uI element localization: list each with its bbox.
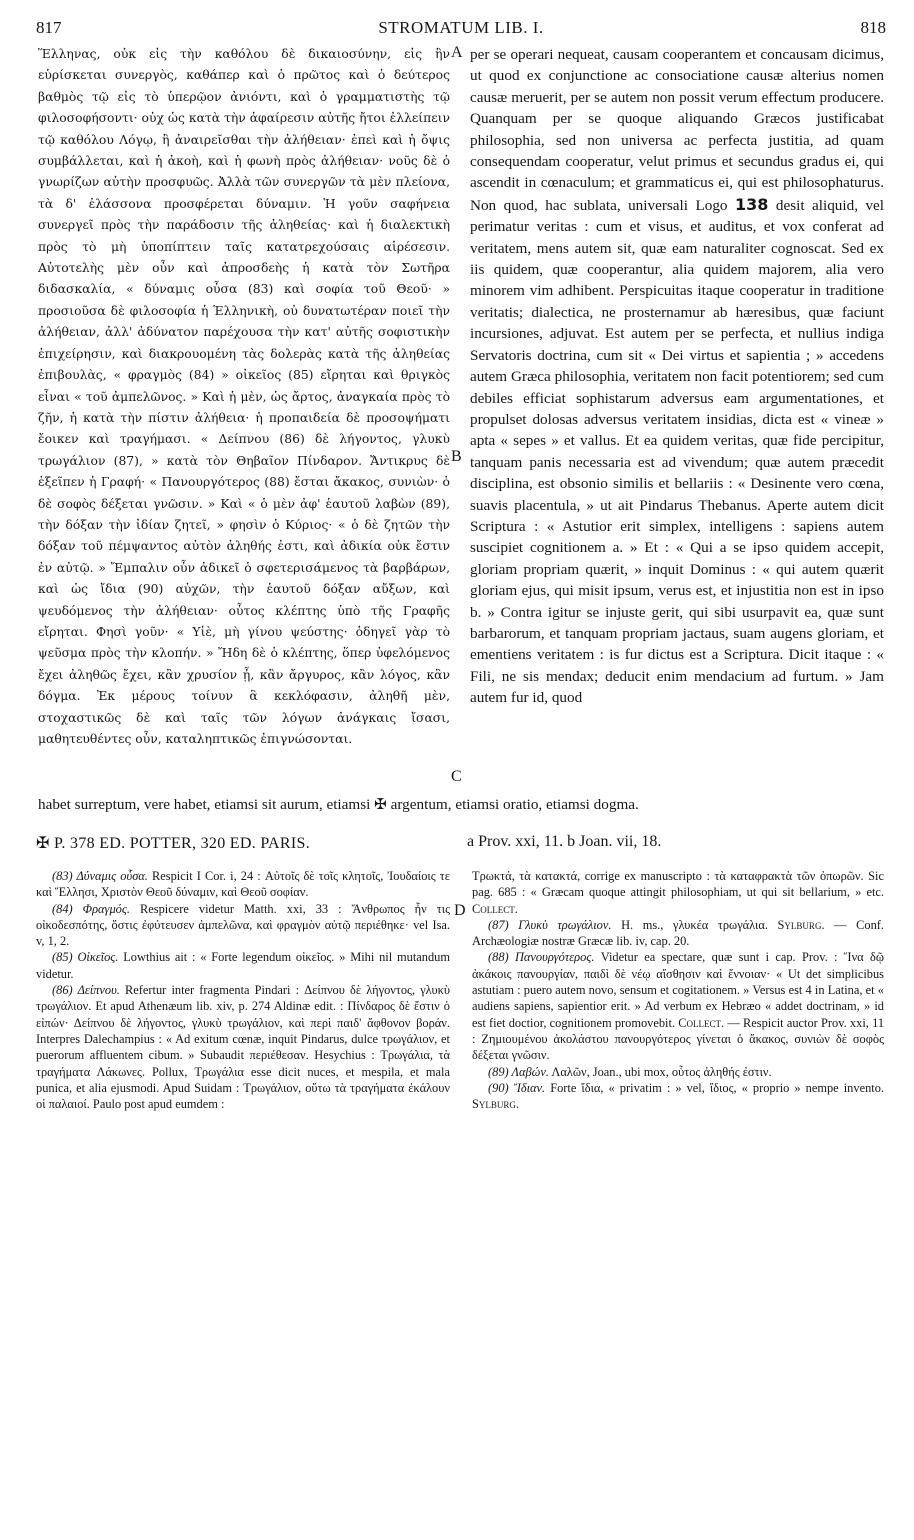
note-text: Refertur inter fragmenta Pindari : Δείπνου δὲ λήγοντος, γλυκὺ τρωγάλιον. Et apud Athenæum lib. xiv, p. 274 Aldinæ edit. : Πίνδαρος δὲ ἔστιν ὁ εἰπών· Δείπνου δὲ λήγοντος, γλυκὺ τρωγάλιον, καὶ περὶ παιδ' ἄφθονον βοράν. Interpres Dalechampius : « Ad exitum cœnæ, inquit Pindarus, dulce τρωγάλιον, et puerorum affluentem cibum. » Subaudit περιέθεσαν. Hesychius : Τρωγάλια, τὰ τραγήματα Λάκωνες. Pollux, Τρωγάλια esse dicit nuces, et mespila, et mala punica, et alia ejusmodi. Apud Suidam : Τρωγάλιον, οὕτω τὰ τραγήματα ἐκάλουν οἱ παλαιοί. Paulo post apud eumdem : — [36, 983, 450, 1112]
footnote — [36, 982, 450, 1112]
footnote — [36, 949, 450, 982]
margin-mark-d: D — [454, 902, 466, 919]
note-lemma: (84) Φραγμός. — [52, 901, 130, 916]
note-text: Lowthius ait : « Forte legendum οἰκεῖος. » Mihi nil mutandum videtur. — [36, 950, 450, 981]
latin-text-part-1: per se operari nequeat, causam cooperantem et concausam dicimus, ut quod ex conjunctione ac consociatione causæ alterius nomen causæ meruerit, per se autem non possit verum effectum producere. Quanquam per se quoque aliquando Græcos justificabat philosophia, sed non universa ac perfecta justitia, ad quam consequendam cooperatur, velut primus et secundus gradus ei, qui ascendit in cœnaculum; et grammaticus ei, qui est philosophaturus. Non quod, hac sublata, universali Logo — [470, 46, 884, 214]
page-header — [36, 18, 886, 44]
note-source: Collect. — [472, 901, 518, 916]
footnote — [36, 868, 450, 901]
note-source: Sylburg. — [767, 917, 825, 932]
note-lemma: (86) Δείπνου. — [52, 983, 120, 998]
note-lemma: (88) Πανουργότερος. — [488, 950, 595, 965]
note-source: Sylburg. — [472, 1097, 519, 1112]
latin-column — [470, 44, 884, 709]
footnotes-right — [472, 868, 884, 1112]
margin-mark-c: C — [451, 768, 462, 785]
page-note-number: 138 — [734, 194, 769, 214]
note-lemma: (83) Δύναμις οὖσα. — [52, 869, 148, 883]
note-text: Forte ἴδια, « privatim : » vel, ἴδιος, « proprio » nempe invento. — [545, 1080, 884, 1095]
footnote-continuation — [472, 868, 884, 917]
note-source: Collect. — [675, 1015, 725, 1030]
note-text: Λαλῶν, Joan., ubi mox, οὗτος ἀληθής ἐστιν. — [548, 1064, 772, 1079]
note-text: H. ms., γλυκέα τρωγάλια. — [611, 917, 768, 932]
note-text-continued: — Respicit auctor Prov. xxi, 11 : Ζημιουμένου ἀκολάστου πανουργότερος γίνεται ὁ ἄκακος, συνιὼν δὲ σοφὸς δέξεται γνῶσιν. — [472, 1015, 885, 1063]
margin-mark-b: B — [451, 448, 462, 465]
greek-column: Ἕλληνας, οὐκ εἰς τὴν καθόλου δὲ δικαιοσύνην, εἰς ἣν εὑρίσκεται συνεργὸς, καθάπερ καὶ ὁ πρῶτος καὶ ὁ δεύτερος βαθμὸς τῷ εἰς τὸ ὑπερῷον ἀνιόντι, καὶ ὁ γραμματιστὴς τῷ φιλοσοφήσοντι· οὐχ ὡς κατὰ τὴν ἀφαίρεσιν αὐτῆς ἤτοι ἐλλείπειν τῷ καθόλου Λόγῳ, ἢ ἀναιρεῖσθαι τὴν ἀλήθειαν· ἐπεὶ καὶ ἡ ὄψις συμβάλλεται, καὶ ἡ ἀκοὴ, καὶ ἡ φωνὴ πρὸς ἀλήθειαν· νοῦς δὲ ὁ γνωρίζων αὐτὴν προσφυῶς. Ἀλλὰ τῶν συνεργῶν τὰ μὲν πλείονα, τὰ δ' ἐλάσσονα προσφέρεται δύναμιν. Ἡ γοῦν σαφήνεια συνεργεῖ πρὸς τὴν παράδοσιν τῆς ἀληθείας· καὶ ἡ διαλεκτικὴ πρὸς τὸ μὴ ὑποπίπτειν ταῖς κατατρεχούσαις αἱρέσεσιν. Αὐτοτελὴς μὲν οὖν καὶ ἀπροσδεὴς ἡ κατὰ τὸν Σωτῆρα διδασκαλία, « δύναμις οὖσα (83) καὶ σοφία τοῦ Θεοῦ· » προσιοῦσα δὲ φιλοσοφία ἡ Ἑλληνικὴ, οὐ δυνατωτέραν ποιεῖ τὴν ἀλήθειαν, ἀλλ' ἀδύνατον παρέχουσα τὴν κατ' αὐτῆς σοφιστικὴν ἐπιχείρησιν, καὶ διακρουομένη τὰς δολερὰς κατὰ τῆς ἀληθείας ἐπιβουλὰς, « φραγμὸς (84) » οἰκεῖος (85) εἴρηται καὶ θριγκὸς εἶναι « τοῦ ἀμπελῶνος. » Καὶ ἡ μὲν, ὡς ἄρτος, ἀναγκαία πρὸς τὸ ζῆν, ἡ κατὰ τὴν πίστιν ἀλήθεια· ἡ προπαιδεία δὲ προσοψήματι ἔοικεν καὶ τραγήμασι. « Δείπνου (86) δὲ λήγοντος, γλυκὺ τρωγάλιον (87), » κατὰ τὸν Θηβαῖον Πίνδαρον. Ἄντικρυς δὲ ἐξεῖπεν ἡ Γραφή· « Πανουργότερος (88) ἔσται ἄκακος, συνιὼν· ὁ δὲ σοφὸς δέξεται γνῶσιν. » Καὶ « ὁ μὲν ἀφ' ἑαυτοῦ λαβὼν (89), τὴν δόξαν τὴν ἰδίαν ζητεῖ, » φησὶν ὁ Κύριος· « ὁ δὲ ζητῶν τὴν δόξαν τοῦ πέμψαντος αὐτὸν ἀληθής ἐστι, καὶ ἀδικία οὐκ ἔστιν ἐν αὐτῷ. » Ἔμπαλιν οὖν ἀδικεῖ ὁ σφετερισάμενος τὰ βαρβάρων, καὶ ὡς ἴδια (90) αὐχῶν, τὴν ἑαυτοῦ δόξαν αὔξων, καὶ ψευδόμενος τὴν ἀλήθειαν· οὗτος κλέπτης ὑπὸ τῆς Γραφῆς εἴρηται. Φησὶ γοῦν· « Υἱὲ, μὴ γίνου ψεύστης· ὁδηγεῖ γὰρ τὸ ψεῦσμα πρὸς τὴν κλοπήν. » Ἤδη δὲ ὁ κλέπτης, ὅπερ ὑφελόμενος ἔχει ἀληθῶς ἔχει, κἂν χρυσίον ᾖ, κἂν ἄργυρος, κἂν λόγος, κἂν δόγμα. Ἐκ μέρους τοίνυν ἃ κεκλόφασιν, ἀληθῆ μὲν, στοχαστικῶς δὲ καὶ ταῖς τῶν λόγων ἀνάγκαις ἴσασι, μαθητευθέντες οὖν, καταληπτικῶς ἐπιγνώσονται. — [38, 47, 450, 746]
note-lemma: (90) Ἴδιαν. — [488, 1080, 546, 1095]
footnote — [472, 917, 884, 950]
footnote — [36, 901, 450, 950]
note-lemma: (85) Οἰκεῖος. — [52, 950, 119, 965]
bible-references: a Prov. xxi, 11. b Joan. vii, 18. — [467, 833, 662, 850]
note-text: Respicere videtur Matth. xxi, 33 : Ἄνθρωπος ἦν τις οἰκοδεσπότης, ὅστις ἐφύτευσεν ἀμπελῶνα, καὶ φραγμὸν αὐτῷ περιέθηκε· vel Isa. v, 1, 2. — [36, 901, 450, 949]
note-lemma: (89) Λαβών. — [488, 1064, 549, 1079]
note-text-continued: — Conf. Archæologiæ nostræ Græcæ lib. iv, cap. 20. — [472, 917, 885, 949]
footnote — [472, 949, 884, 1063]
footnotes-left — [36, 868, 450, 1112]
latin-continuation-line: habet surreptum, vere habet, etiamsi sit aurum, etiamsi ✠ argentum, etiamsi oratio, etiamsi dogma. — [38, 796, 639, 813]
margin-mark-a: A — [451, 44, 463, 61]
footnote — [472, 1080, 884, 1113]
latin-text-part-2: desit aliquid, vel perimatur veritas : cum et visus, et auditus, et vox conferat ad veritatem, mens autem sit, quæ eam naturaliter cognoscat. Sed ex iis quidem, quæ cooperantur, alia quidem majorem, alia vero minorem vim adhibent. Perspicuitas itaque cooperatur in traditione veritatis; dialectica, ne prosternamur ab hæresibus, quæ faciunt incursiones, adjuvat. Est autem per se perfecta, et nullius indiga Servatoris doctrina, cum sit « Dei virtus et sapientia ; » accedens autem Græca philosophia, veritatem non facit potentiorem; sed cum debiles efficiat sophistarum adversus eam argumentationes, et propulset dolosas adversus veritatem insidias, dicta est « vineæ » apta « sepes » et vallus. Et ea quidem veritas, quæ fide percipitur, tanquam panis necessaria est ad vivendum; quæ autem præcedit disciplina, est obsonio similis et bellariis : « Desinente vero cœna, suavis placentula, » ut ait Pindarus Thebanus. Aperte autem dicit Scriptura : « Astutior erit simplex, intelligens : sapiens autem suscipiet cognitionem a. » Et : « Qui a se ipso quidem accepit, gloriam propriam quærit, » inquit Dominus : « qui autem quærit gloriam ejus, qui misit ipsum, verus est, et injustitia non est in ipso b. » Contra igitur se injuste gerit, qui sibi usurpavit ea, quæ sunt barbarorum, et tanquam propriam jactaus, suam augens gloriam, et ementiens veritatem : is fur dictus est a Scriptura. Dicit itaque : « Fili, ne sis mendax; deducit enim mendacium ad furtum. » Jam autem fur id, quod — [470, 196, 885, 707]
footnote — [472, 1064, 884, 1080]
page-number-left: 817 — [36, 18, 62, 37]
note-lemma: (87) Γλυκὺ τρωγάλιον. — [488, 917, 612, 932]
note-text: Τρωκτά, τὰ κατακτά, corrige ex manuscripto : τὰ καταφρακτὰ τῶν ὀπωρῶν. Sic pag. 685 : « Græcam quoque attingit philosophiam, ut qui sit bellarium, » etc. — [472, 869, 884, 900]
page-number-right: 818 — [860, 18, 886, 37]
note-text: Videtur ea spectare, quæ sunt i cap. Prov. : Ἵνα δῷ ἀκάκοις πανουργίαν, παιδὶ δὲ νέῳ αἴσθησιν καὶ ἔννοιαν· « Ut det simplicibus astutiam : puero autem novo, sensum et cogitationem. » Versus est 4 in Latina, et « audiens sapiens, sapientior erit. » Ad verbum ex Hebræo « addet doctrinam, » id est fiet doctior, cognitionem promovebit. — [472, 950, 884, 1030]
edition-reference: ✠ P. 378 ED. POTTER, 320 ED. PARIS. — [36, 835, 311, 852]
running-title: STROMATUM LIB. I. — [378, 18, 544, 37]
note-text: Respicit I Cor. i, 24 : Αὐτοῖς δὲ τοῖς κλητοῖς, Ἰουδαίοις τε καὶ Ἕλλησι, Χριστὸν Θεοῦ δύναμιν, καὶ Θεοῦ σοφίαν. — [36, 869, 450, 900]
